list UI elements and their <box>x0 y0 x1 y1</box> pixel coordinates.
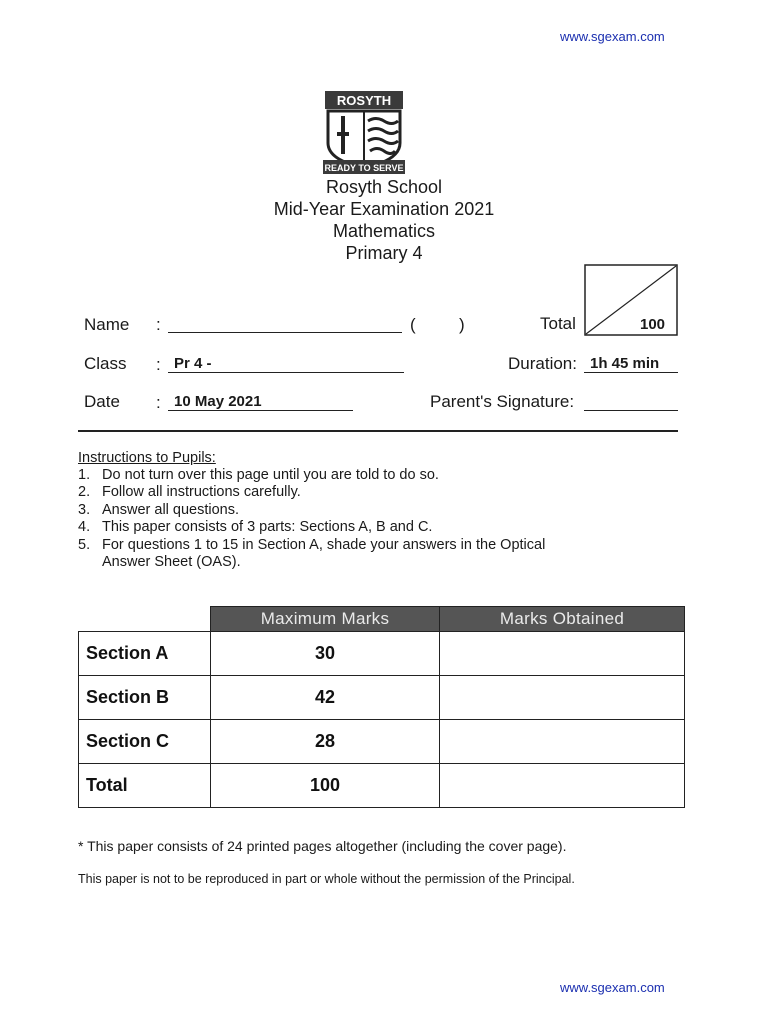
pages-note: * This paper consists of 24 printed pages altogether (including the cover page). <box>78 838 567 854</box>
table-row <box>79 676 685 720</box>
table-row <box>79 632 685 676</box>
instruction-item <box>78 484 301 500</box>
table-row <box>79 720 685 764</box>
header-blank-cell <box>79 607 211 632</box>
marks-table-header <box>79 607 685 632</box>
instruction-number: 2. <box>78 484 91 500</box>
instruction-continuation: Answer Sheet (OAS). <box>102 554 241 570</box>
class-label: Class <box>84 354 127 373</box>
instruction-text: For questions 1 to 15 in Section A, shade your answers in the Optical <box>102 537 546 553</box>
svg-text:READY TO SERVE: READY TO SERVE <box>324 163 404 173</box>
copyright-note: This paper is not to be reproduced in part or whole without the permission of the Principal. <box>78 872 575 886</box>
date-field[interactable] <box>168 410 353 411</box>
subject-title: Mathematics <box>332 221 436 241</box>
marks-table <box>78 606 685 808</box>
svg-text:ROSYTH: ROSYTH <box>336 93 392 108</box>
section-name: Total <box>79 764 211 808</box>
instruction-number: 1. <box>78 467 91 483</box>
table-row <box>79 764 685 808</box>
total-label: Total <box>540 314 576 333</box>
footer-url-link[interactable]: www.sgexam.com <box>560 980 665 995</box>
exam-title: Mid-Year Examination 2021 <box>273 199 495 219</box>
instruction-text: This paper consists of 3 parts: Sections A, B and C. <box>102 519 433 535</box>
section-name: Section A <box>79 632 211 676</box>
instruction-text: Do not turn over this page until you are told to do so. <box>102 467 439 483</box>
level-title: Primary 4 <box>345 243 423 263</box>
school-name: Rosyth School <box>325 177 443 197</box>
header-url-link[interactable]: www.sgexam.com <box>560 29 665 44</box>
maximum-marks-cell: 28 <box>211 720 440 764</box>
duration-line <box>584 372 678 373</box>
marks-obtained-cell[interactable] <box>440 764 685 808</box>
duration-value: 1h 45 min <box>590 355 660 372</box>
name-colon: : <box>156 315 161 334</box>
class-field[interactable] <box>168 372 404 373</box>
duration-label: Duration: <box>508 354 577 373</box>
marks-obtained-cell[interactable] <box>440 632 685 676</box>
separator-line <box>78 430 678 432</box>
maximum-marks-cell: 30 <box>211 632 440 676</box>
instruction-text: Follow all instructions carefully. <box>102 484 301 500</box>
section-name: Section C <box>79 720 211 764</box>
instruction-item <box>78 519 432 535</box>
header-maximum-marks: Maximum Marks <box>211 607 440 632</box>
header-marks-obtained: Marks Obtained <box>440 607 685 632</box>
instruction-text: Answer all questions. <box>102 502 240 518</box>
instruction-number: 5. <box>78 537 91 553</box>
maximum-marks-cell: 100 <box>211 764 440 808</box>
name-field[interactable] <box>168 332 402 333</box>
date-value: 10 May 2021 <box>174 393 262 410</box>
total-marks-value: 100 <box>640 316 666 333</box>
date-colon: : <box>156 393 161 412</box>
instruction-item <box>78 537 545 553</box>
instruction-item <box>78 502 239 518</box>
instructions-heading: Instructions to Pupils: <box>78 450 216 466</box>
maximum-marks-cell: 42 <box>211 676 440 720</box>
index-paren-open: ( <box>410 315 416 334</box>
class-colon: : <box>156 355 161 374</box>
marks-obtained-cell[interactable] <box>440 676 685 720</box>
instruction-number: 3. <box>78 502 91 518</box>
instruction-item <box>78 467 439 483</box>
school-crest-logo <box>319 88 409 178</box>
index-paren-close: ) <box>459 315 465 334</box>
marks-obtained-cell[interactable] <box>440 720 685 764</box>
name-label: Name <box>84 315 130 334</box>
class-value: Pr 4 - <box>174 355 212 372</box>
instruction-number: 4. <box>78 519 91 535</box>
parent-signature-field[interactable] <box>584 410 678 411</box>
section-name: Section B <box>79 676 211 720</box>
date-label: Date <box>84 392 120 411</box>
parent-signature-label: Parent's Signature: <box>430 392 575 411</box>
